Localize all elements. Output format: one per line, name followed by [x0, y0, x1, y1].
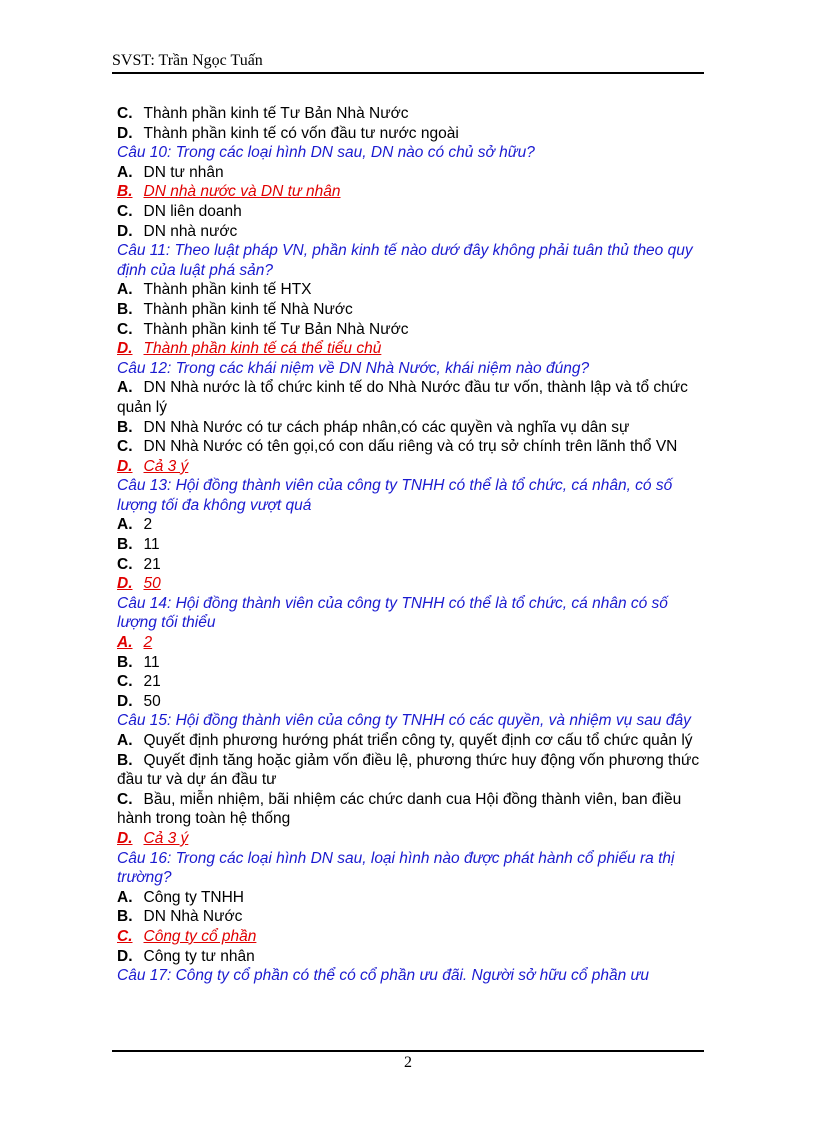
- option-text: 11: [143, 653, 160, 671]
- option-letter: D.: [117, 947, 133, 965]
- option-text: 11: [143, 536, 160, 554]
- page-header: SVST: Trần Ngọc Tuấn: [112, 52, 263, 69]
- option-letter: C.: [117, 555, 133, 573]
- option-letter: B.: [117, 653, 133, 671]
- option-text: DN Nhà nước là tổ chức kinh tế do Nhà Nước đầu tư vốn, thành lập và tổ chức quản lý: [117, 379, 688, 416]
- option-text: 50: [143, 692, 161, 710]
- option-line: [117, 672, 707, 692]
- option-text: DN Nhà Nước: [143, 908, 243, 926]
- option-letter: C.: [117, 673, 133, 691]
- option-text: Quyết định tăng hoặc giảm vốn điều lệ, phương thức huy động vốn phương thức đầu tư và dự án đầu tư: [117, 751, 700, 789]
- question-line: Câu 16: Trong các loại hình DN sau, loại hình nào được phát hành cổ phiếu ra thị trường?: [117, 849, 675, 887]
- question-line: Câu 11: Theo luật pháp VN, phần kinh tế nào dướ đây không phải tuân thủ theo quy định của luật phá sản?: [117, 242, 693, 279]
- footer-rule: [112, 1050, 704, 1052]
- option-letter: C.: [117, 438, 133, 456]
- option-letter: A.: [117, 163, 133, 181]
- option-line: [117, 418, 707, 438]
- question-line: Câu 12: Trong các khái niệm về DN Nhà Nước, khái niệm nào đúng?: [117, 359, 590, 377]
- option-letter: B.: [117, 751, 133, 769]
- option-text: DN Nhà Nước có tên gọi,có con dấu riêng và có trụ sở chính trên lãnh thổ VN: [143, 438, 678, 456]
- answer-option: [117, 633, 707, 653]
- option-text: Cả 3 ý: [143, 457, 189, 475]
- option-line: [117, 104, 707, 124]
- question-line: Câu 13: Hội đồng thành viên của công ty TNHH có thể là tổ chức, cá nhân, có số lượng tối đa không vượt quá: [117, 477, 673, 514]
- option-letter: A.: [117, 634, 133, 652]
- page-number: 2: [404, 1054, 412, 1071]
- option-line: [117, 124, 707, 144]
- option-letter: B.: [117, 300, 133, 318]
- option-line: [117, 653, 707, 673]
- answer-option: [117, 574, 707, 594]
- option-letter: C.: [117, 320, 133, 338]
- option-line: [117, 320, 707, 340]
- option-line: [117, 731, 707, 751]
- option-text: Thành phần kinh tế HTX: [143, 281, 312, 299]
- option-text: DN Nhà Nước có tư cách pháp nhân,có các quyền và nghĩa vụ dân sự: [143, 418, 630, 436]
- option-letter: B.: [117, 183, 133, 201]
- option-line: [117, 907, 707, 927]
- option-text: Công ty tư nhân: [143, 947, 255, 965]
- option-letter: D.: [117, 124, 133, 142]
- option-text: Thành phần kinh tế có vốn đầu tư nước ngoài: [143, 124, 459, 142]
- option-text: Thành phần kinh tế Tư Bản Nhà Nước: [143, 105, 409, 122]
- option-line: [117, 163, 707, 183]
- answer-option: [117, 829, 707, 849]
- option-line: [117, 751, 707, 790]
- option-text: 2: [143, 634, 153, 652]
- answer-option: [117, 927, 707, 947]
- option-line: [117, 222, 707, 242]
- option-letter: C.: [117, 790, 133, 808]
- option-text: DN nhà nước và DN tư nhân: [143, 183, 341, 201]
- question-line: Câu 17: Công ty cổ phần có thể có cổ phần ưu đãi. Người sở hữu cổ phần ưu: [117, 967, 649, 985]
- option-text: Cả 3 ý: [143, 829, 189, 847]
- option-letter: D.: [117, 692, 133, 710]
- option-text: DN tư nhân: [143, 163, 224, 181]
- answer-option: [117, 339, 707, 359]
- answer-option: [117, 182, 707, 202]
- option-letter: B.: [117, 908, 133, 926]
- option-text: 2: [143, 516, 153, 534]
- option-text: 21: [143, 555, 161, 573]
- option-text: Bầu, miễn nhiệm, bãi nhiệm các chức danh cua Hội đồng thành viên, ban điều hành trong toàn hệ thống: [117, 790, 682, 828]
- option-letter: D.: [117, 829, 133, 847]
- option-letter: A.: [117, 516, 133, 534]
- answer-option: [117, 457, 707, 477]
- option-letter: D.: [117, 575, 133, 593]
- option-text: Quyết định phương hướng phát triển công ty, quyết định cơ cấu tổ chức quản lý: [143, 732, 693, 749]
- option-letter: C.: [117, 927, 133, 945]
- option-text: Thành phần kinh tế Nhà Nước: [143, 300, 353, 318]
- question-line: Câu 10: Trong các loại hình DN sau, DN nào có chủ sở hữu?: [117, 144, 535, 162]
- option-line: [117, 535, 707, 555]
- option-text: 50: [143, 575, 161, 593]
- option-letter: D.: [117, 457, 133, 475]
- option-text: 21: [143, 673, 161, 691]
- document-body: [117, 104, 707, 986]
- option-letter: D.: [117, 222, 133, 240]
- option-line: [117, 692, 707, 712]
- option-line: [117, 888, 707, 908]
- option-line: [117, 790, 707, 829]
- option-text: Công ty cổ phần: [143, 927, 257, 945]
- option-line: [117, 437, 707, 457]
- option-letter: B.: [117, 536, 133, 554]
- option-line: [117, 202, 707, 222]
- question-line: Câu 14: Hội đồng thành viên của công ty TNHH có thể là tổ chức, cá nhân có số lượng tối thiểu: [117, 594, 668, 632]
- option-text: DN nhà nước: [143, 222, 238, 240]
- option-letter: A.: [117, 379, 133, 397]
- option-line: [117, 280, 707, 300]
- option-line: [117, 555, 707, 575]
- option-text: Thành phần kinh tế cá thể tiểu chủ: [143, 340, 382, 358]
- option-line: [117, 515, 707, 535]
- option-letter: C.: [117, 202, 133, 220]
- option-letter: A.: [117, 888, 133, 906]
- option-line: [117, 947, 707, 967]
- header-rule: [112, 72, 704, 74]
- option-text: DN liên doanh: [143, 202, 242, 220]
- option-letter: A.: [117, 732, 133, 749]
- option-text: Thành phần kinh tế Tư Bản Nhà Nước: [143, 320, 409, 338]
- option-line: [117, 378, 707, 417]
- option-letter: B.: [117, 418, 133, 436]
- option-text: Công ty TNHH: [143, 888, 244, 906]
- option-line: [117, 300, 707, 320]
- option-letter: A.: [117, 281, 133, 299]
- question-line: Câu 15: Hội đồng thành viên của công ty TNHH có các quyền, và nhiệm vụ sau đây: [117, 712, 691, 730]
- option-letter: C.: [117, 105, 133, 122]
- option-letter: D.: [117, 340, 133, 358]
